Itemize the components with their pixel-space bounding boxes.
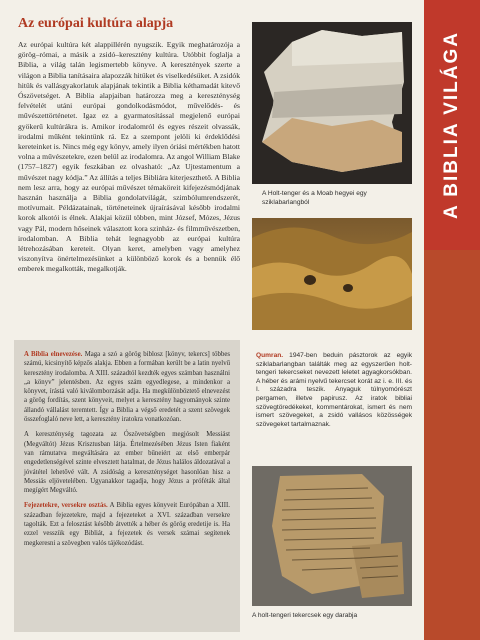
caption-2-text: 1947-ben beduin pásztorok az egyik sziklabarlangban találták meg az egyszerűen holt-tengeri tekercseket nevezett leletet agyagkorsókban. A héber és arámi nyelvű tekercset korát az i. e. III. és I. századra teszik. Anyaguk túlnyomórészt pergamen, illetve papirusz. Az iratok bibliai szövegtöredékeket, kommentárokat, ismert és nem ismert szövegeket, a zsidó vallásos közösségek szövegeket tartalmaznak. xyxy=(256,352,412,428)
info-lead-3: Fejezetekre, versekre osztás. xyxy=(24,502,108,510)
info-box xyxy=(14,340,240,632)
info-paragraph-3 xyxy=(24,501,230,547)
photo-caption-2 xyxy=(256,352,412,429)
main-article xyxy=(18,16,240,275)
info-paragraph-2: A kereszténység tagozata az Ószövetségben megjósolt Messiást (Megváltót) Jézus Krisztusban látja. Értelmezésében Jézus Isten fiaként van rámutatva megváltására az ember bűneiért az első emberpár engedetlenségével szinte elvesztett hatalmat, de Jézus halálos áldozatával a jóvátétel lehetővé vált. A zsidóság a kereszténységet hasonlóan hisz a Messiás eljövetelében. Ugyanakkor tagadja, hogy Jézus a próféták által megígért Megváltó. xyxy=(24,431,230,495)
info-paragraph-1 xyxy=(24,350,230,424)
section-label xyxy=(424,0,480,250)
qumran-photo xyxy=(252,218,412,330)
info-lead-1: A Biblia elnevezése. xyxy=(24,351,83,358)
article-body: Az európai kultúra két alappillérén nyugszik. Egyik meghatározója a görög–római, a másik a zsidó–keresztény kultúra. Utóbbit foglalja a Biblia, a világ talán legismertebb könyve. A keresztények szerte a világon a Biblia tanításaira alapozzák hitüket és viselkedésüket. A zsidók hitük és vallásgyakorlatuk alapjának tekintik a Biblia kéthamadát kitevő Ószövetséget. A Biblia alapjaiban határozza meg a kereszténység felvételét utáni európai gondolkodásmódot, művelődés- és művészettörténetet. Igaz ez a gyarmatosítással megjelenő európai gyökerű kultúrákra is. Amikor irodalomról és egyes részeit olvassák, irodalmi műként tekintünk rá. Ez a szempont jelöli ki érdeklődési kereteinket is. Nincs még egy könyv, amely ilyen óriási mértékben hatott volna a művészetekre, ezen belül az irodalomra. Az angol William Blake (1757–1827) egyik feszkában ez olvasható: „Az Ujtestamentum a művészet nagy kódja.” Az állítás a teljes Bibliára kiterjeszthető. A Biblia nem lesz arra, hogy az európai művészet témaköreit kifejezésmódjának hasznán használja a Biblia gondolatvilágát, szimbólumrendszerét, motívumait. Példázatainak, történeteinek újraírásával később irodalmi korok alkotói is élnek. Alakjai közül többen, mint József, Mózes, Jézus vagy Pál, modern hőseinek választott kora szinház- és filmművészetben, irodalomban. A Biblia tehát legnagyobb az európai kultúra létrehozásában kereteit. Olyan keret, amelyben vagy amelyhez viszonyítva önértelmezésünket a különböző korok és a bennük élő emberek megalkották, megalkotják. xyxy=(18,40,240,274)
info-text-3: A Biblia egyes könyveit Európában a XIII. században fejezetekre, majd a fejezeteket a XVI. században versekre tagolták. Ezt a felosztást később átvették a héber és görög eredetije is. Ha ezzel vesszük egy Bibliát, a fejezetek és versek számai segítenek megkeresni a szövegben valós tájékozódást. xyxy=(24,502,230,547)
photo-caption-1: A Holt-tenger és a Moab hegyei egy sziklabarlangból xyxy=(262,190,367,206)
dead-sea-cave-photo xyxy=(252,22,412,184)
caption-2-lead: Qumran. xyxy=(256,352,284,359)
photo-caption-3: A holt-tengeri tekercsek egy darabja xyxy=(252,612,358,619)
article-title: Az európai kultúra alapja xyxy=(18,16,174,31)
section-label-text: A BIBLIA VILÁGA xyxy=(441,31,463,219)
scroll-fragment-photo xyxy=(252,466,412,606)
info-text-1: Maga a szó a görög biblosz [könyv, tekercs] többes számú, kicsinyítő képzős alakja. Ebben a formában került be a latin nyelvű keresztény irodalomba. A XIII. századtól kezdték egyes számban használni „a könyv” jelentésben. Az egyes szám egyedlegese, a mindenkor a könyvet, írástá való kiválomborzását adja. Ha megkülönböztető elnevezést a görög fordítás, szent könyveit, melyet a keresztény hagyományok szinte állandó vállalást teremtett. Így a Biblia a végső eredetét a szent szövegek összefoglaló neve lett, a keresztény iratokra vonatkozóan. xyxy=(24,351,231,424)
